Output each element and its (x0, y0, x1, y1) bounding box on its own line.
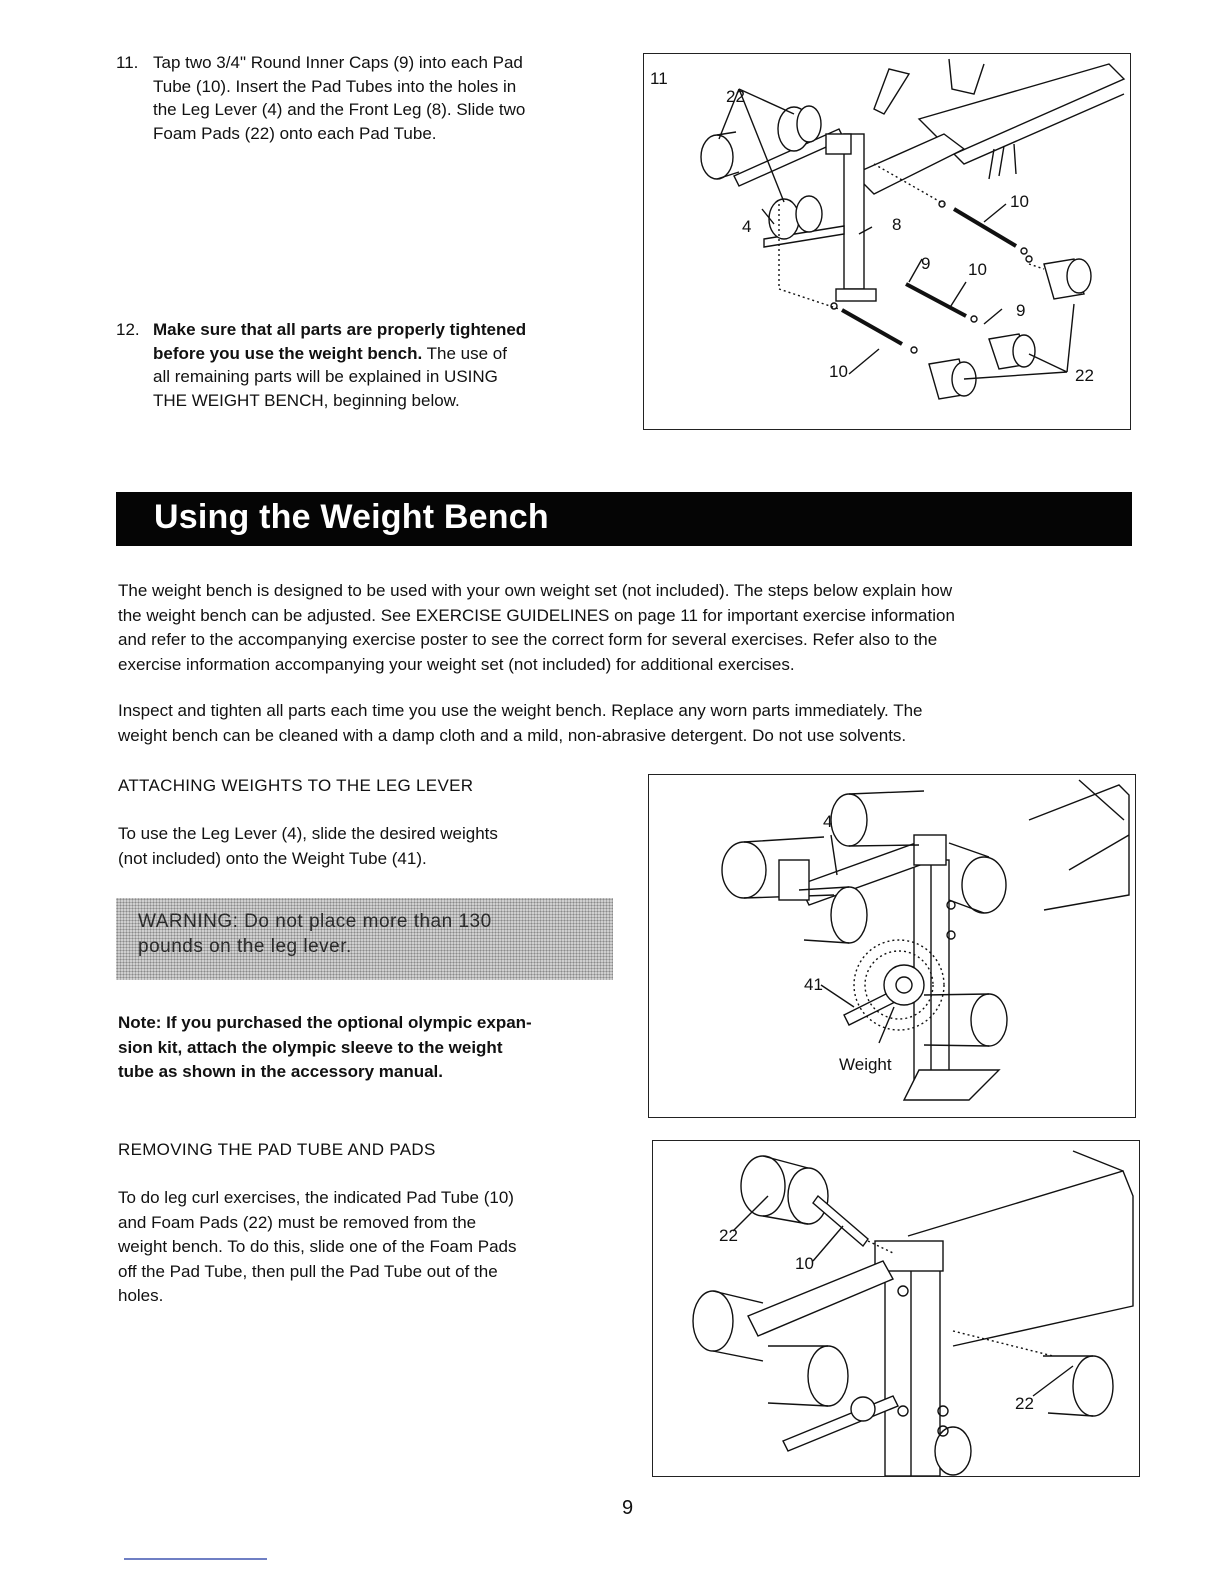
callout-41: 41 (804, 975, 823, 994)
callout-22: 22 (719, 1226, 738, 1245)
intro-line: the weight bench can be adjusted. See EXERCISE GUIDELINES on page 11 for important exercise information (118, 605, 955, 625)
callout-9: 9 (921, 254, 931, 273)
callout-9: 9 (1016, 301, 1026, 320)
callout-4: 4 (823, 812, 833, 831)
note-line: Note: If you purchased the optional olympic expan- (118, 1013, 532, 1032)
body-line: To use the Leg Lever (4), slide the desired weights (118, 824, 498, 843)
intro-paragraph-1 (118, 579, 1128, 677)
step-text (153, 51, 525, 145)
body-line: weight bench. To do this, slide one of the Foam Pads (118, 1237, 517, 1256)
intro-line: and refer to the accompanying exercise poster to see the correct form for several exercises. Refer also to the (118, 630, 938, 649)
callout-4: 4 (742, 217, 752, 236)
step-line (153, 342, 526, 366)
attaching-heading: ATTACHING WEIGHTS TO THE LEG LEVER (118, 776, 474, 795)
intro-paragraph-2 (118, 699, 1128, 748)
step-line: Make sure that all parts are properly tightened (153, 320, 527, 339)
intro-line: exercise information accompanying your weight set (not included) for additional exercises. (118, 654, 795, 674)
step-line: Foam Pads (22) onto each Pad Tube. (153, 123, 437, 143)
step-line: Tube (10). Insert the Pad Tubes into the holes in (153, 76, 517, 96)
figure-remove-drawing (653, 1141, 1139, 1476)
body-line: (not included) onto the Weight Tube (41). (118, 848, 427, 868)
intro-line: weight bench can be cleaned with a damp cloth and a mild, non-abrasive detergent. Do not use solvents. (118, 725, 907, 745)
step-line: all remaining parts will be explained in USING (153, 367, 498, 386)
intro-line: The weight bench is designed to be used with your own weight set (not included). The steps below explain how (118, 581, 953, 600)
step-text (153, 318, 526, 412)
body-line: and Foam Pads (22) must be removed from the (118, 1212, 477, 1232)
page-number: 9 (622, 1497, 634, 1519)
footer-rule (124, 1558, 267, 1560)
warning-text (138, 909, 598, 959)
step-line: THE WEIGHT BENCH, beginning below. (153, 390, 460, 410)
section-title: Using the Weight Bench (154, 498, 549, 536)
step-number: 11. (116, 53, 139, 72)
step-11 (116, 51, 616, 151)
callout-22: 22 (1075, 366, 1094, 385)
body-line: To do leg curl exercises, the indicated Pad Tube (10) (118, 1188, 514, 1207)
warning-box (116, 898, 613, 980)
step-12 (116, 318, 616, 418)
figure-step-label: 11 (650, 69, 668, 88)
callout-10: 10 (968, 260, 987, 279)
figure-remove-pad-tube (652, 1140, 1140, 1477)
warning-line: pounds on the leg lever. (138, 936, 352, 957)
callout-8: 8 (892, 215, 902, 234)
callout-10: 10 (829, 362, 848, 381)
removing-heading: REMOVING THE PAD TUBE AND PADS (118, 1140, 436, 1159)
attaching-body (118, 822, 618, 871)
step-line: Tap two 3/4" Round Inner Caps (9) into each Pad (153, 53, 523, 72)
step-line: the Leg Lever (4) and the Front Leg (8). Slide two (153, 100, 526, 119)
section-banner (116, 492, 1132, 546)
figure-step-11 (643, 53, 1131, 430)
body-line: off the Pad Tube, then pull the Pad Tube out of the (118, 1261, 498, 1281)
callout-22: 22 (1015, 1394, 1034, 1413)
note-line: sion kit, attach the olympic sleeve to the weight (118, 1037, 503, 1057)
removing-body (118, 1186, 618, 1309)
warning-line: WARNING: Do not place more than 130 (138, 911, 492, 932)
note-text (118, 1011, 618, 1085)
body-line: holes. (118, 1286, 164, 1305)
intro-line: Inspect and tighten all parts each time you use the weight bench. Replace any worn parts immediately. The (118, 701, 923, 720)
step-number: 12. (116, 320, 140, 339)
figure-step-11-drawing (644, 54, 1130, 429)
step-bold-text: before you use the weight bench. (153, 343, 423, 363)
note-line: tube as shown in the accessory manual. (118, 1062, 443, 1081)
figure-attach-weights (648, 774, 1136, 1118)
callout-weight: Weight (839, 1055, 892, 1074)
callout-22: 22 (726, 87, 745, 106)
step-text-tail: The use of (422, 343, 507, 363)
figure-attach-drawing (649, 775, 1135, 1117)
callout-10: 10 (1010, 192, 1029, 211)
callout-10: 10 (795, 1254, 814, 1273)
